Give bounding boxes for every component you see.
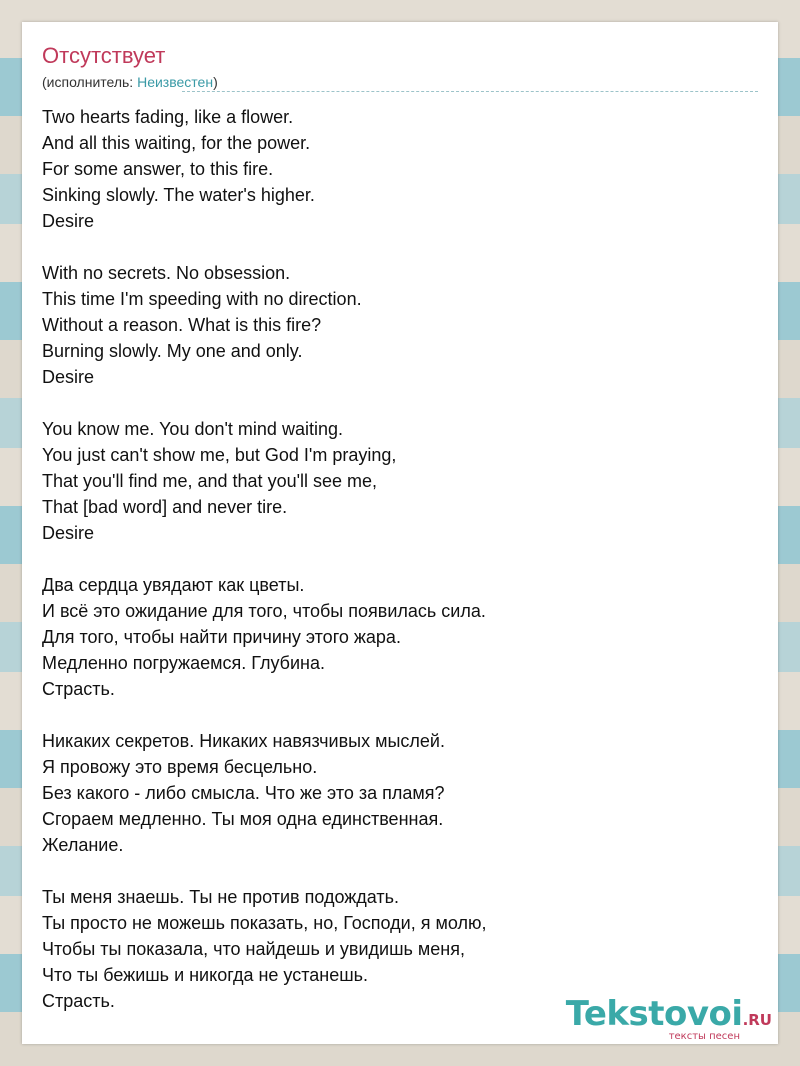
lyrics-line: Для того, чтобы найти причину этого жара. [42,627,401,647]
lyrics-line: Сгораем медленно. Ты моя одна единственная. [42,809,444,829]
artist-prefix: (исполнитель: [42,74,138,90]
lyrics-line: This time I'm speeding with no direction. [42,289,362,309]
lyrics-line: For some answer, to this fire. [42,159,274,179]
lyrics-stanza [42,104,762,234]
lyrics-body [42,104,762,1014]
logo-text: Tekstovoi [565,994,743,1034]
lyrics-line: Без какого - либо смысла. Что же это за пламя? [42,783,445,803]
lyrics-line: Ты меня знаешь. Ты не против подождать. [42,887,400,907]
lyrics-line: Ты просто не можешь показать, но, Господи, я молю, [42,913,487,933]
lyrics-stanza [42,728,762,858]
lyrics-stanza [42,260,762,390]
lyrics-line: Никаких секретов. Никаких навязчивых мыслей. [42,731,445,751]
lyrics-line: Два сердца увядают как цветы. [42,575,305,595]
lyrics-line: Desire [42,523,95,543]
lyrics-line: Медленно погружаемся. Глубина. [42,653,325,673]
lyrics-line: Страсть. [42,991,115,1011]
lyrics-line: И всё это ожидание для того, чтобы появилась сила. [42,601,486,621]
lyrics-line: Желание. [42,835,124,855]
song-title: Отсутствует [42,43,166,68]
lyrics-stanza [42,572,762,702]
lyrics-line: Desire [42,211,95,231]
lyrics-line: Что ты бежишь и никогда не устанешь. [42,965,369,985]
lyrics-page [22,22,778,1044]
lyrics-line: Two hearts fading, like a flower. [42,107,294,127]
lyrics-line: You just can't show me, but God I'm praying, [42,445,397,465]
logo-tagline: тексты песен [668,1031,740,1042]
logo-domain: .RU [742,1011,772,1029]
artist-suffix: ) [213,74,218,90]
lyrics-line: Sinking slowly. The water's higher. [42,185,315,205]
lyrics-line: With no secrets. No obsession. [42,263,291,283]
lyrics-line: Страсть. [42,679,115,699]
site-logo[interactable] [566,996,772,1042]
lyrics-stanza [42,416,762,546]
header-divider [182,91,758,92]
lyrics-line: That you'll find me, and that you'll see me, [42,471,378,491]
lyrics-line: Burning slowly. My one and only. [42,341,303,361]
lyrics-line: That [bad word] and never tire. [42,497,288,517]
artist-line [42,73,218,91]
artist-link[interactable]: Неизвестен [137,74,214,90]
lyrics-line: And all this waiting, for the power. [42,133,311,153]
lyrics-line: Without a reason. What is this fire? [42,315,322,335]
lyrics-line: Desire [42,367,95,387]
lyrics-line: Чтобы ты показала, что найдешь и увидишь меня, [42,939,465,959]
lyrics-line: You know me. You don't mind waiting. [42,419,343,439]
lyrics-line: Я провожу это время бесцельно. [42,757,318,777]
